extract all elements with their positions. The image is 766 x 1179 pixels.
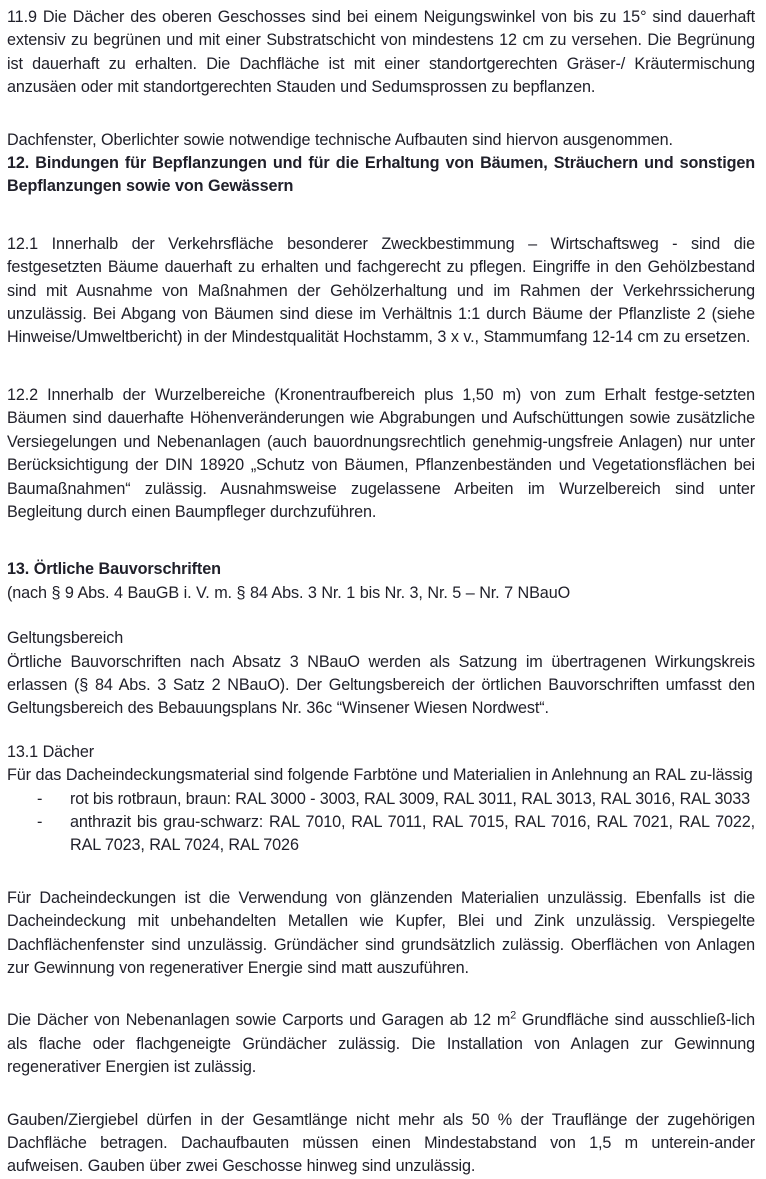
- paragraph-nebenanlagen-part-b: Grundfläche sind ausschließ-lich als flache oder flachgeneigte Gründächer zulässig. Die Installation von Anlagen zur Gewinnung regenerativer Energien ist zulässig.: [7, 1011, 755, 1077]
- paragraph-12-2: 12.2 Innerhalb der Wurzelbereiche (Kronentraufbereich plus 1,50 m) von zum Erhalt festge-setzten Bäumen sind dauerhafte Höhenveränderungen wie Abgrabungen und Aufschüttungen sowie zusätzliche Versiegelungen und Nebenanlagen (auch bauordnungsrechtlich genehmig-ungsfreie Anlagen) nur unter Berücksichtigung der DIN 18920 „Schutz von Bäumen, Pflanzenbeständen und Vegetationsflächen bei Baumaßnahmen“ zulässig. Ausnahmsweise zugelassene Arbeiten im Wurzelbereich sind unter Begleitung durch einen Baumpfleger durchzuführen.: [7, 385, 755, 521]
- paragraph-13-1-intro: Für das Dacheindeckungsmaterial sind folgende Farbtöne und Materialien in Anlehnung an RAL zu-lässig: [7, 766, 753, 785]
- heading-12: 12. Bindungen für Bepflanzungen und für die Erhaltung von Bäumen, Sträuchern und sonstigen Bepflanzungen sowie von Gewässern: [7, 154, 755, 196]
- spacer: [7, 199, 755, 233]
- heading-geltungsbereich: Geltungsbereich: [7, 629, 124, 648]
- paragraph-11-9: 11.9 Die Dächer des oberen Geschosses sind bei einem Neigungswinkel von bis zu 15° sind dauerhaft extensiv zu begrünen und mit einer Substratschicht von mindestens 12 cm zu versehen. Die Begrünung ist dauerhaft zu erhalten. Die Dachfläche ist mit einer standortgerechten Gräser-/ Kräutermischung anzusäen oder mit standortgerechten Stauden und Sedumsprossen zu bepflanzen.: [7, 8, 755, 97]
- superscript-square-meter: 2: [510, 1010, 517, 1023]
- heading-13-1: 13.1 Dächer: [7, 742, 95, 761]
- paragraph-geltungsbereich: Örtliche Bauvorschriften nach Absatz 3 NBauO werden als Satzung im übertragenen Wirkungskreis erlassen (§ 84 Abs. 3 Satz 2 NBauO). Der Geltungsbereich der örtlichen Bauvorschriften umfasst den Geltungsbereich des Bebauungsplans Nr. 36c “Winsener Wiesen Nordwest“.: [7, 652, 755, 718]
- spacer: [7, 100, 755, 129]
- paragraph-dachfenster: Dachfenster, Oberlichter sowie notwendige technische Aufbauten sind hiervon ausgenommen.: [7, 130, 673, 149]
- spacer: [7, 980, 755, 1009]
- paragraph-nebenanlagen: [7, 1009, 755, 1079]
- list-item: [7, 788, 755, 811]
- ral-color-list: [7, 788, 755, 858]
- paragraph-gauben: Gauben/Ziergiebel dürfen in der Gesamtlänge nicht mehr als 50 % der Trauflänge der zugehörigen Dachfläche betragen. Dachaufbauten müssen einen Mindestabstand von 1,5 m unterein-ander aufweisen. Gauben über zwei Geschosse hinweg sind unzulässig.: [7, 1110, 755, 1176]
- list-bullet-dash: -: [37, 812, 43, 831]
- spacer: [7, 721, 755, 741]
- spacer: [7, 858, 755, 887]
- list-item-label: anthrazit bis grau-schwarz: RAL 7010, RAL 7011, RAL 7015, RAL 7016, RAL 7021, RAL 7022, RAL 7023, RAL 7024, RAL 7026: [70, 812, 755, 855]
- paragraph-12-1: 12.1 Innerhalb der Verkehrsfläche besonderer Zweckbestimmung – Wirtschaftsweg - sind die festgesetzten Bäume dauerhaft zu erhalten und fachgerecht zu pflegen. Eingriffe in den Gehölzbestand sind mit Ausnahme von Maßnahmen der Gehölzerhaltung und im Rahmen der Verkehrssicherung unzulässig. Bei Abgang von Bäumen sind diese im Verhältnis 1:1 durch Bäume der Pflanzliste 2 (siehe Hinweise/Umweltbericht) in der Mindestqualität Hochstamm, 3 x v., Stammumfang 12-14 cm zu ersetzen.: [7, 234, 755, 347]
- spacer: [7, 605, 755, 627]
- list-bullet-dash: -: [37, 789, 43, 808]
- paragraph-glanzende-materialien: Für Dacheindeckungen ist die Verwendung von glänzenden Materialien unzulässig. Ebenfalls ist die Dacheindeckung mit unbehandelten Metallen wie Kupfer, Blei und Zink unzulässig. Verspiegelte Dachflächenfenster sind unzulässig. Gründächer sind grundsätzlich zulässig. Oberflächen von Anlagen zur Gewinnung von regenerativer Energie sind matt auszuführen.: [7, 888, 755, 977]
- spacer: [7, 1080, 755, 1109]
- spacer: [7, 350, 755, 384]
- spacer: [7, 524, 755, 558]
- list-item: [7, 811, 755, 858]
- heading-13: 13. Örtliche Bauvorschriften: [7, 560, 221, 579]
- paragraph-13-reference: (nach § 9 Abs. 4 BauGB i. V. m. § 84 Abs. 3 Nr. 1 bis Nr. 3, Nr. 5 – Nr. 7 NBauO: [7, 583, 571, 602]
- paragraph-nebenanlagen-part-a: Die Dächer von Nebenanlagen sowie Carports und Garagen ab 12 m: [7, 1011, 511, 1030]
- list-item-label: rot bis rotbraun, braun: RAL 3000 - 3003, RAL 3009, RAL 3011, RAL 3013, RAL 3016, RAL 3033: [70, 789, 751, 808]
